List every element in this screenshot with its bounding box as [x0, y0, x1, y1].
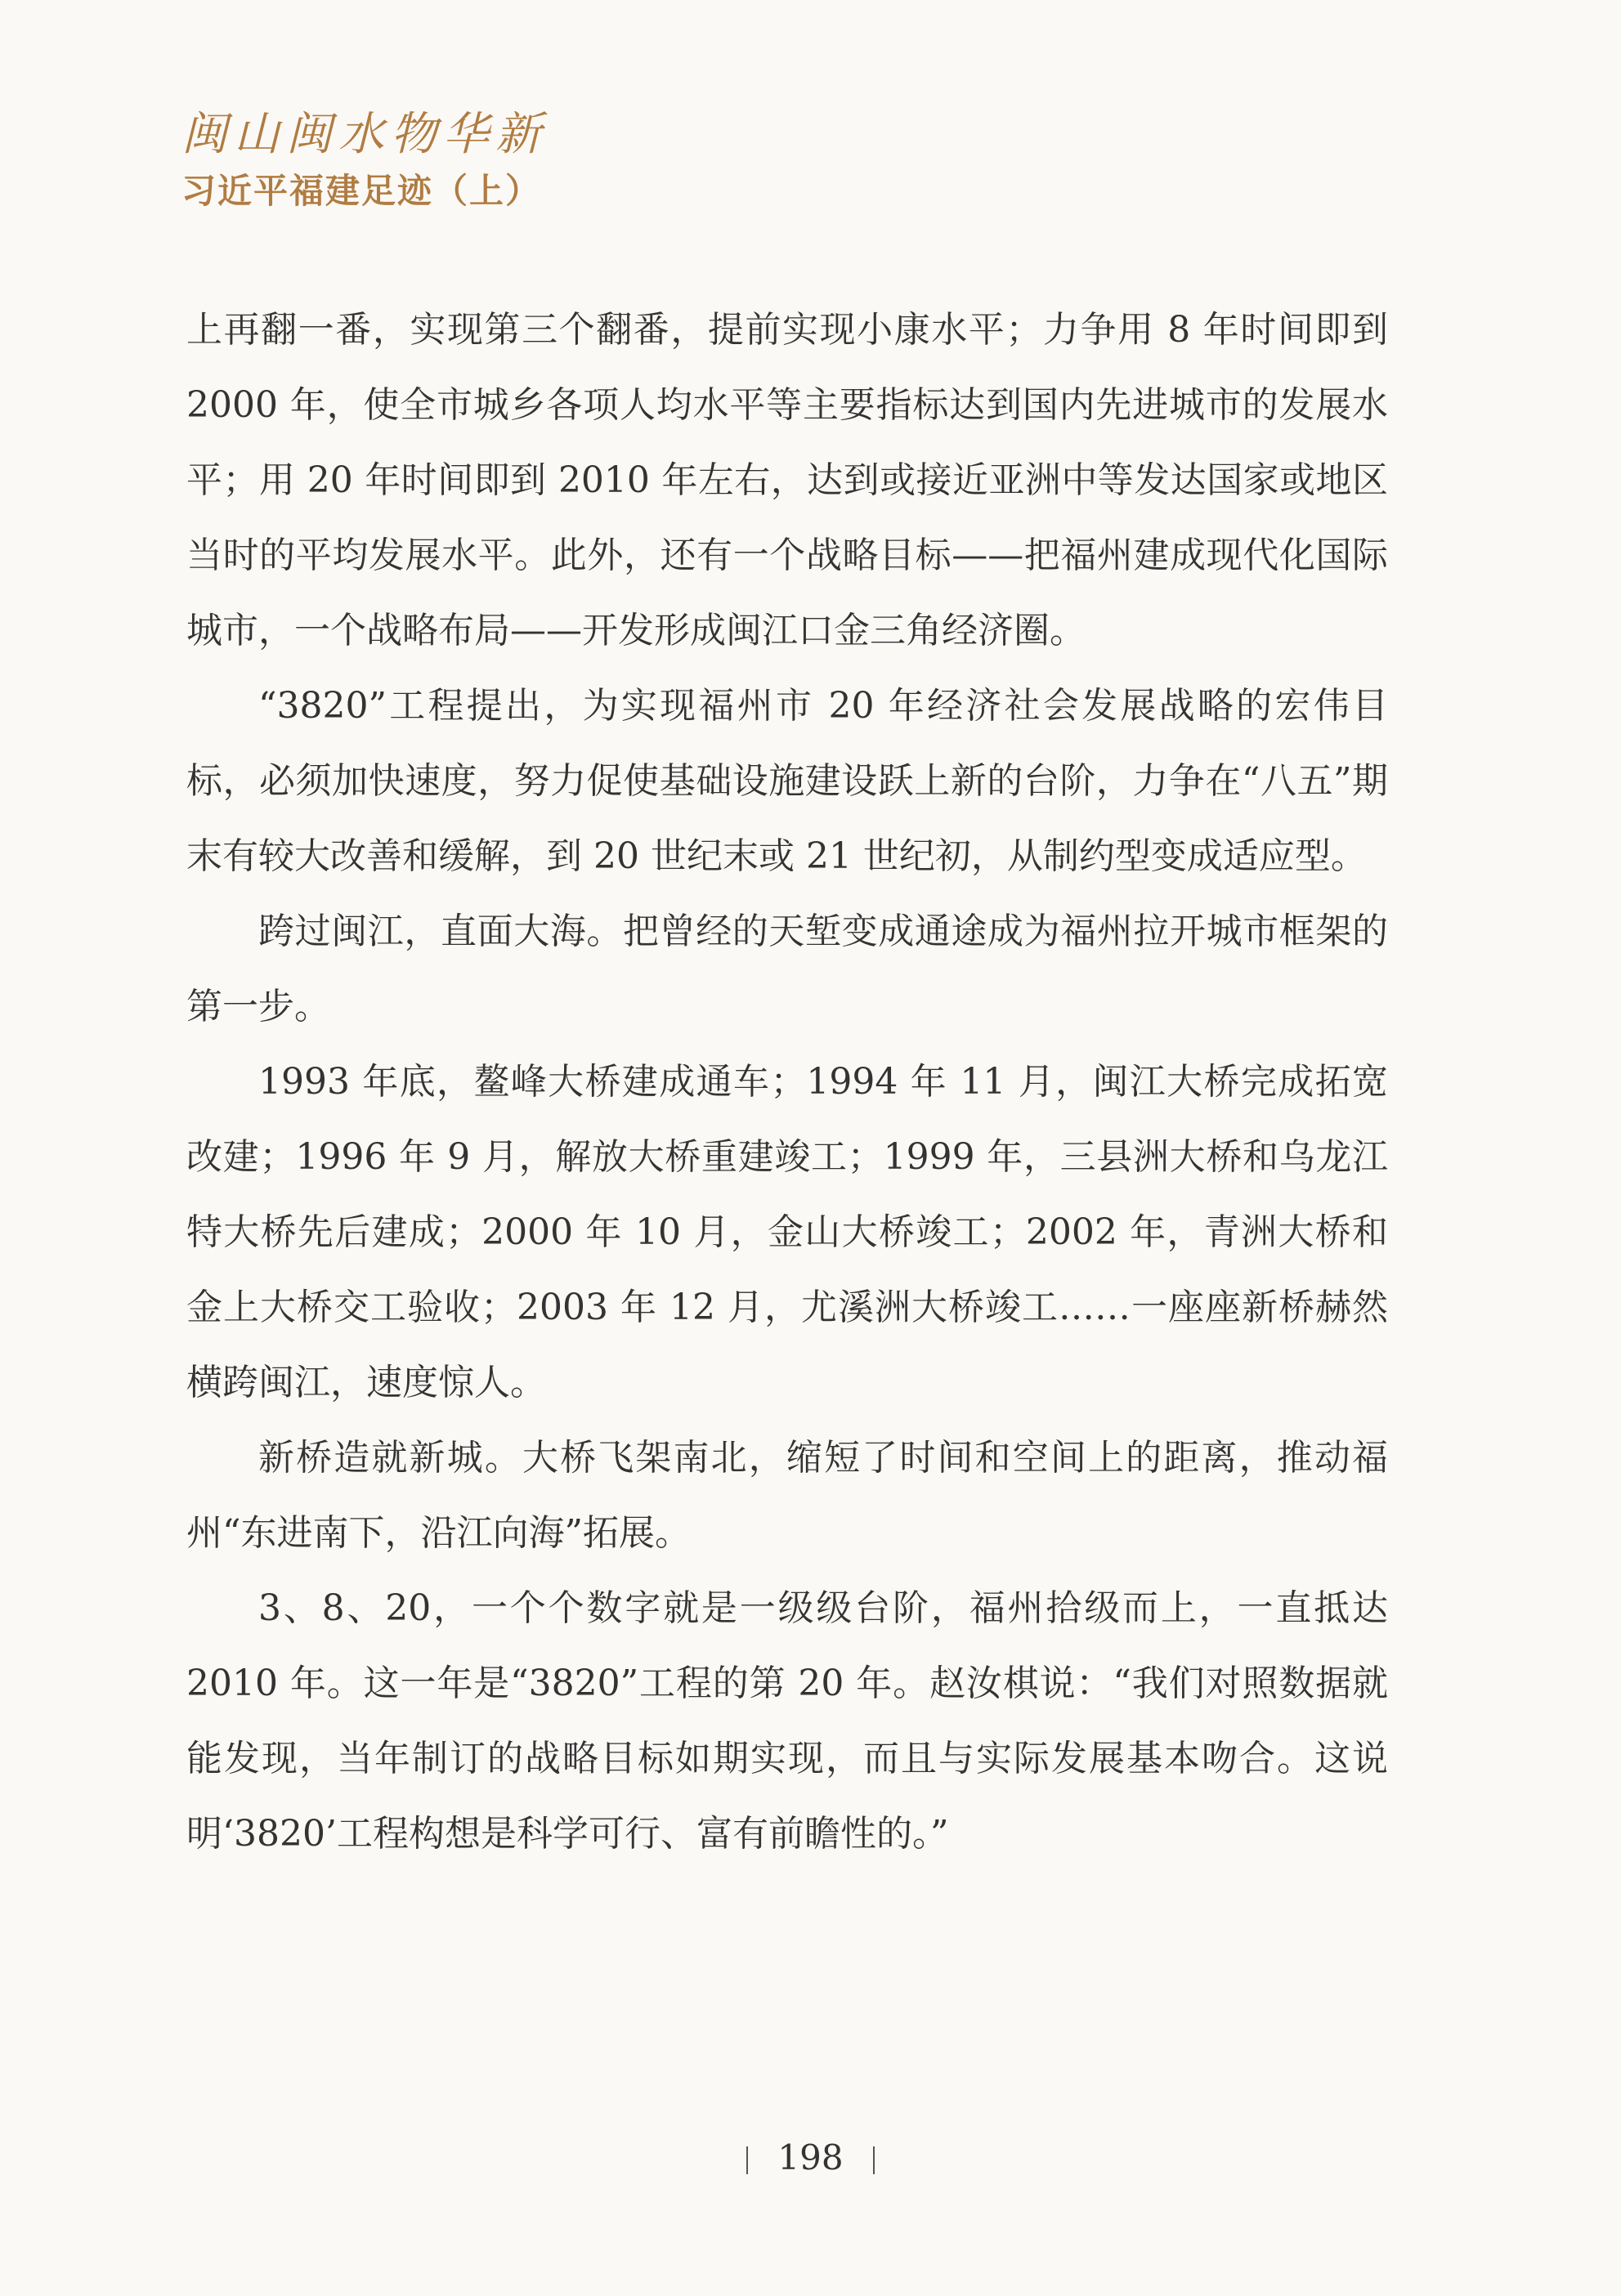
folio-divider-left [746, 2146, 748, 2174]
running-header [181, 106, 754, 216]
series-title: 闽山闽水物华新 [181, 108, 548, 161]
paragraph: 新桥造就新城。大桥飞架南北，缩短了时间和空间上的距离，推动福州“东进南下，沿江向海”拓展。 [186, 1437, 1388, 1554]
paragraph-continued: 上再翻一番，实现第三个翻番，提前实现小康水平；力争用 8 年时间即到 2000 年，使全市城乡各项人均水平等主要指标达到国内先进城市的发展水平；用 20 年时间即到 2010 年左右，达到或接近亚洲中等发达国家或地区当时的平均发展水平。此外，还有一个战略目标——把福州建成现代化国际城市，一个战略布局——开发形成闽江口金三角经济圈。 [186, 309, 1388, 651]
paragraph: 1993 年底，鳌峰大桥建成通车；1994 年 11 月，闽江大桥完成拓宽改建；1996 年 9 月，解放大桥重建竣工；1999 年，三县洲大桥和乌龙江特大桥先后建成；2000 年 10 月，金山大桥竣工；2002 年，青洲大桥和金上大桥交工验收；2003 年 12 月，尤溪洲大桥竣工……一座座新桥赫然横跨闽江，速度惊人。 [186, 1061, 1388, 1403]
page-footer [0, 2133, 1621, 2182]
body-text [186, 293, 1388, 1872]
book-title: 习近平福建足迹（上） [181, 171, 542, 211]
folio-divider-right [873, 2146, 875, 2174]
paragraph: 跨过闽江，直面大海。把曾经的天堑变成通途成为福州拉开城市框架的第一步。 [186, 911, 1388, 1027]
paragraph: “3820”工程提出，为实现福州市 20 年经济社会发展战略的宏伟目标，必须加快速度，努力促使基础设施建设跃上新的台阶，力争在“八五”期末有较大改善和缓解，到 20 世纪末或 21 世纪初，从制约型变成适应型。 [186, 685, 1388, 877]
paragraph: 3、8、20，一个个数字就是一级级台阶，福州拾级而上，一直抵达 2010 年。这一年是“3820”工程的第 20 年。赵汝棋说：“我们对照数据就能发现，当年制订的战略目标如期实现，而且与实际发展基本吻合。这说明‘3820’工程构想是科学可行、富有前瞻性的。” [186, 1587, 1388, 1855]
page-number: 198 [777, 2137, 844, 2177]
